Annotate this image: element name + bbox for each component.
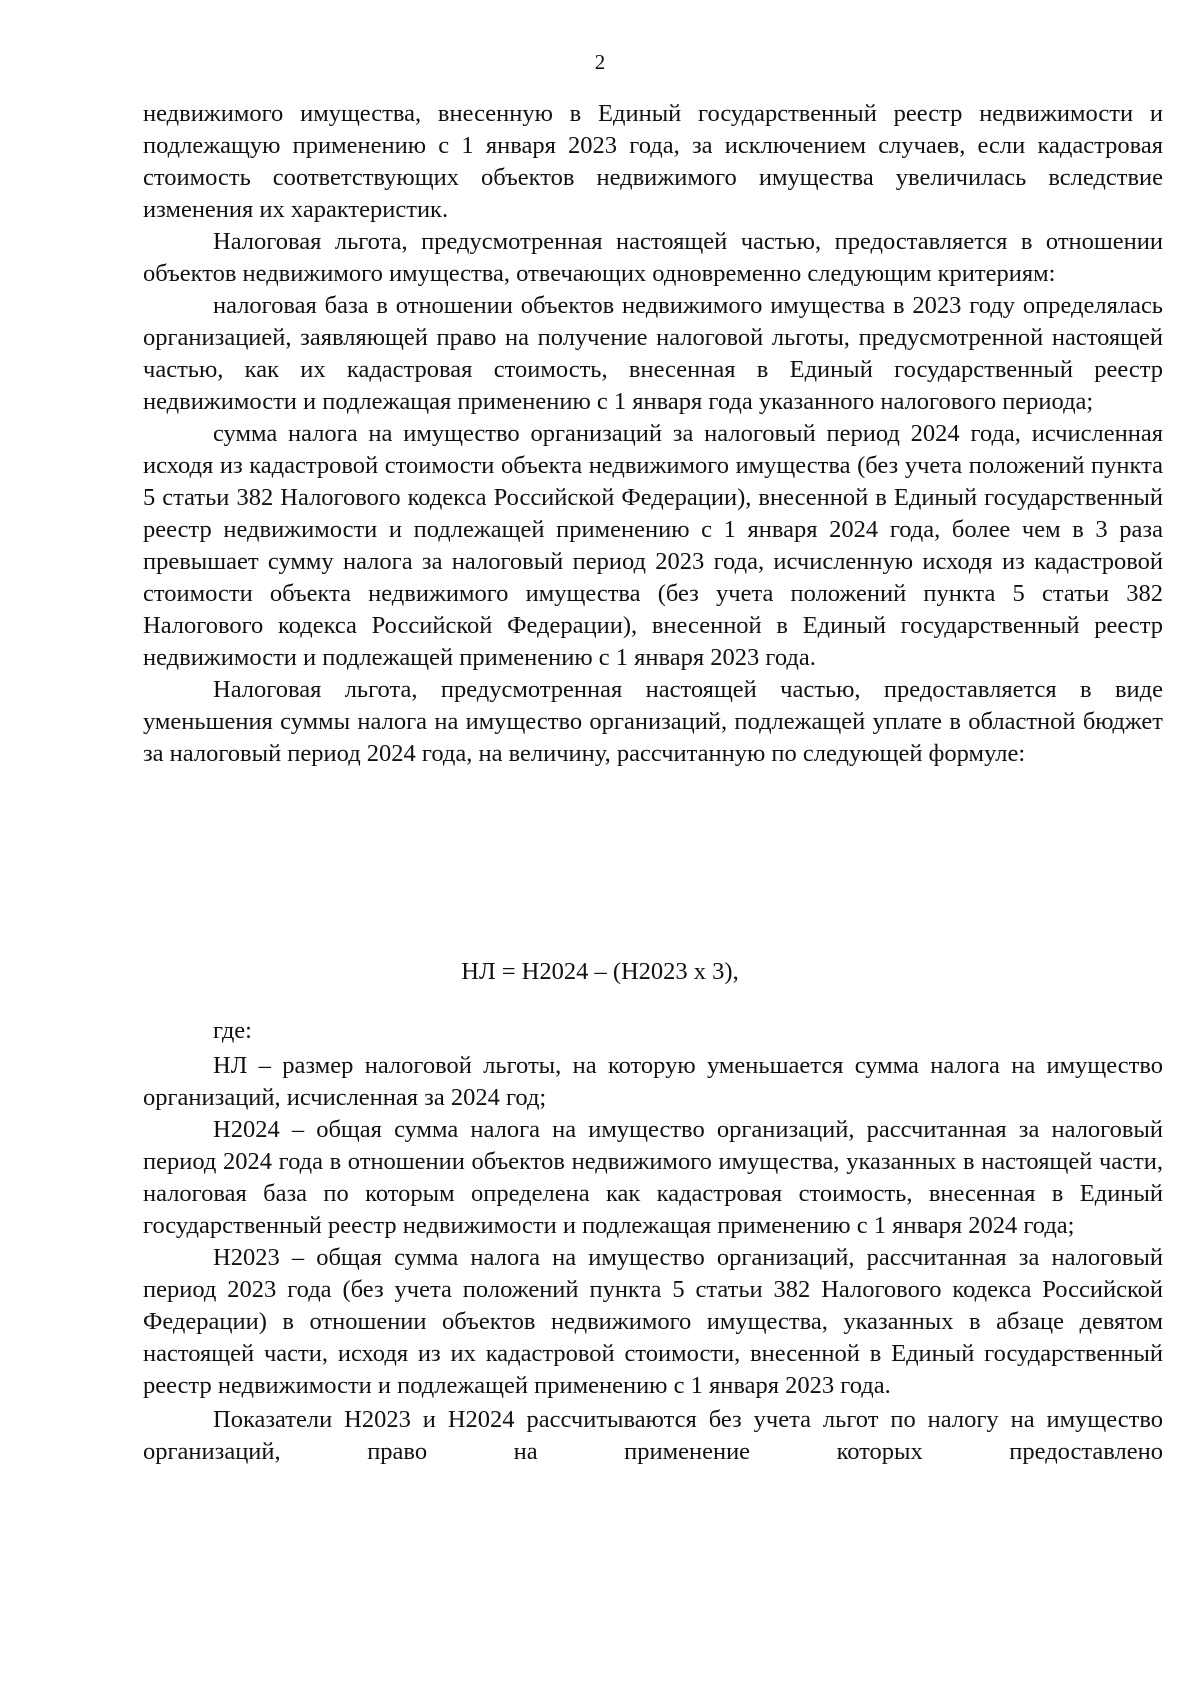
paragraph-criterion-2: сумма налога на имущество организаций за налоговый период 2024 года, исчисленная исходя из кадастровой стоимости объекта недвижимого имущества (без учета положений пункта 5 статьи 382 Налогового кодекса Российской Федерации), внесенной в Единый государственный реестр недвижимости и подлежащей применению с 1 января 2024 года, более чем в 3 раза превышает сумму налога за налоговый период 2023 года, исчисленную исходя из кадастровой стоимости объекта недвижимого имущества (без учета положений пункта 5 статьи 382 Налогового кодекса Российской Федерации), внесенной в Единый государственный реестр недвижимости и подлежащей применению с 1 января 2023 года. <box>143 420 1163 671</box>
body-text-lower <box>143 1050 1163 1468</box>
definition-n2024: Н2024 – общая сумма налога на имущество организаций, рассчитанная за налоговый период 2024 года в отношении объектов недвижимого имущества, указанных в настоящей части, налоговая база по которым определена как кадастровая стоимость, внесенная в Единый государственный реестр недвижимости и подлежащая применению с 1 января 2024 года; <box>143 1116 1163 1239</box>
paragraph-benefit-formula-intro: Налоговая льгота, предусмотренная настоящей частью, предоставляется в виде уменьшения суммы налога на имущество организаций, подлежащей уплате в областной бюджет за налоговый период 2024 года, на величину, рассчитанную по следующей формуле: <box>143 676 1163 767</box>
paragraph-criterion-1: налоговая база в отношении объектов недвижимого имущества в 2023 году определялась организацией, заявляющей право на получение налоговой льготы, предусмотренной настоящей частью, как их кадастровая стоимость, внесенная в Единый государственный реестр недвижимости и подлежащая применению с 1 января года указанного налогового периода; <box>143 292 1163 415</box>
paragraph-indicators: Показатели Н2023 и Н2024 рассчитываются без учета льгот по налогу на имущество организаций, право на применение которых предоставлено <box>143 1406 1163 1465</box>
definition-nl: НЛ – размер налоговой льготы, на которую уменьшается сумма налога на имущество организаций, исчисленная за 2024 год; <box>143 1052 1163 1111</box>
paragraph-benefit-criteria: Налоговая льгота, предусмотренная настоящей частью, предоставляется в отношении объектов недвижимого имущества, отвечающих одновременно следующим критериям: <box>143 228 1163 287</box>
where-label: где: <box>213 1017 252 1044</box>
page-number: 2 <box>594 50 606 74</box>
definition-n2023: Н2023 – общая сумма налога на имущество организаций, рассчитанная за налоговый период 2023 года (без учета положений пункта 5 статьи 382 Налогового кодекса Российской Федерации) в отношении объектов недвижимого имущества, указанных в абзаце девятом настоящей части, исходя из их кадастровой стоимости, внесенной в Единый государственный реестр недвижимости и подлежащей применению с 1 января 2023 года. <box>143 1244 1163 1399</box>
formula: НЛ = Н2024 – (Н2023 х 3), <box>461 958 739 985</box>
body-text-upper <box>143 98 1163 770</box>
paragraph-continuation: недвижимого имущества, внесенную в Единый государственный реестр недвижимости и подлежащую применению с 1 января 2023 года, за исключением случаев, если кадастровая стоимость соответствующих объектов недвижимого имущества увеличилась вследствие изменения их характеристик. <box>143 100 1163 223</box>
